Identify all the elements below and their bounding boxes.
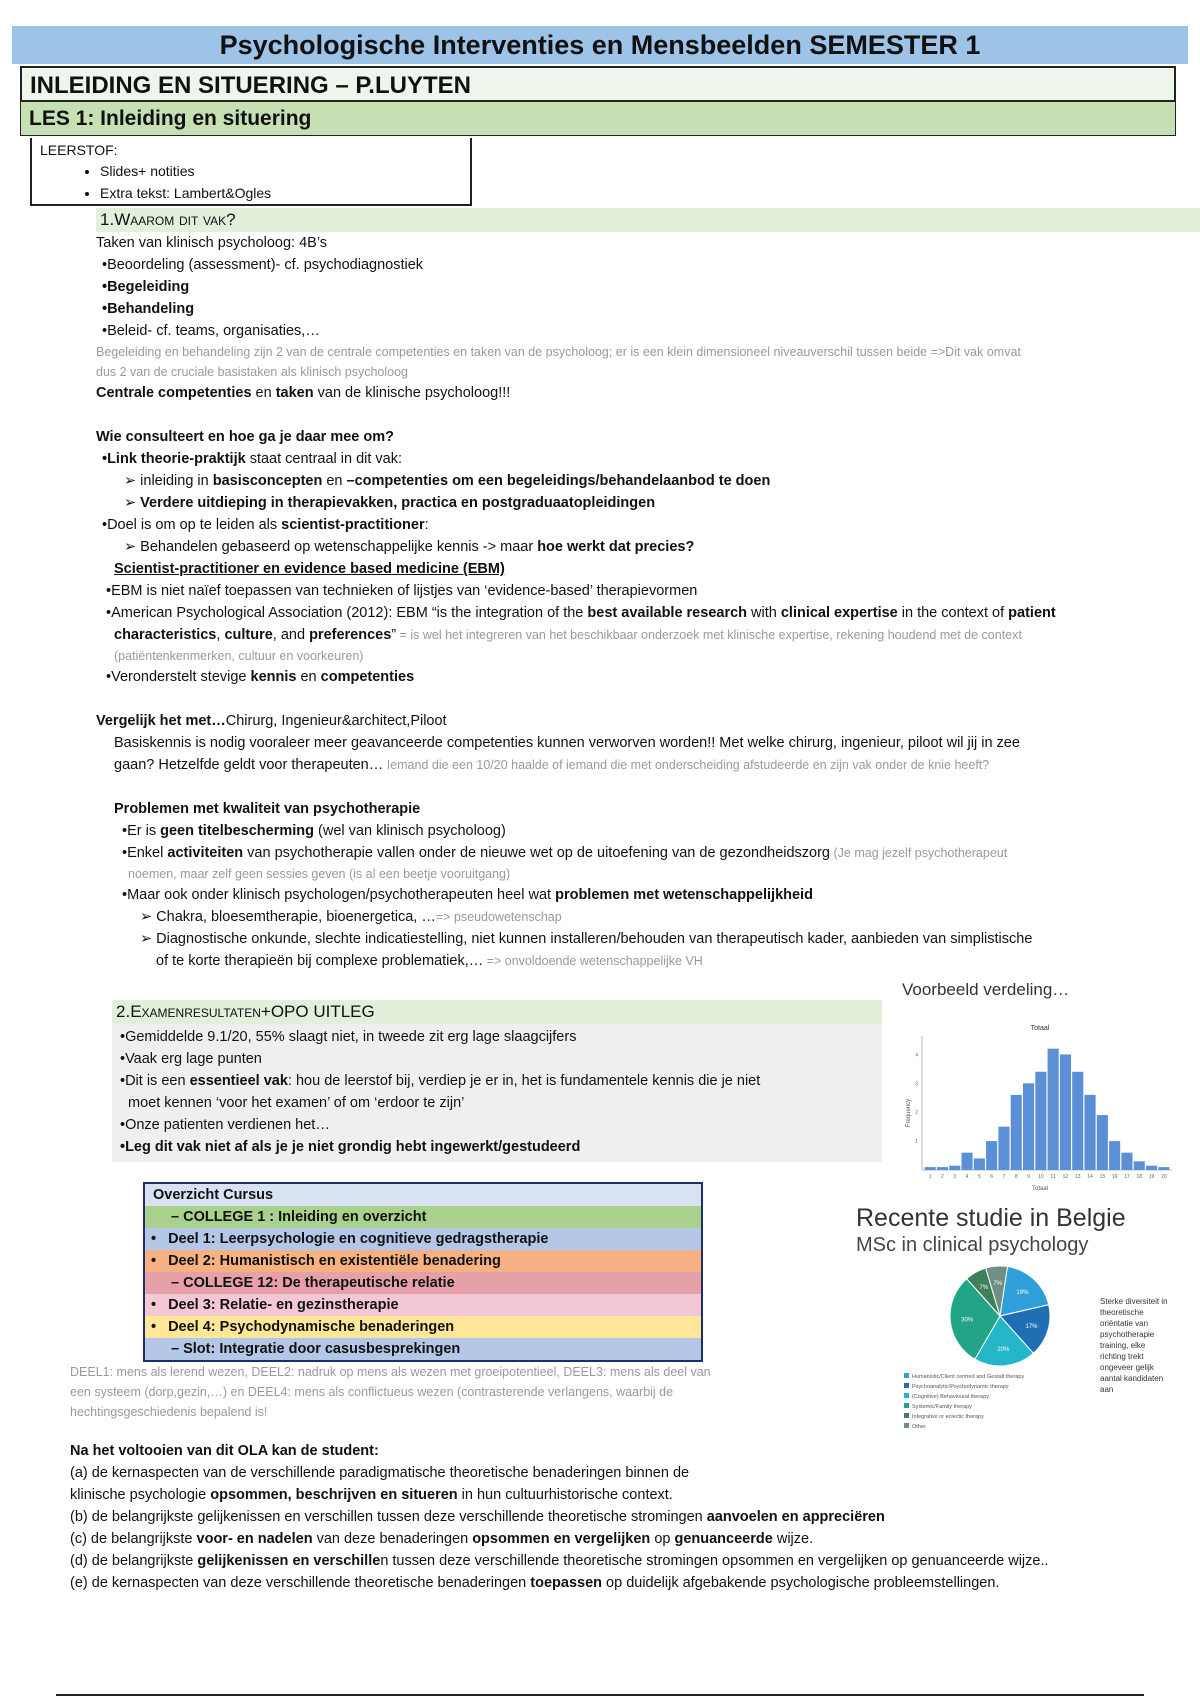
course-notes bbox=[70, 1362, 830, 1422]
pie-legend-swatch bbox=[904, 1373, 909, 1378]
histogram-xlabel: Totaal bbox=[1031, 1186, 1049, 1192]
lesson-heading: LES 1: Inleiding en situering bbox=[20, 102, 1176, 136]
ola-item: (b) de belangrijkste gelijkenissen en verschillen tussen deze verschillende theoretische stromingen aanvoelen en appreciëren bbox=[70, 1509, 885, 1525]
histogram-bar bbox=[986, 1141, 997, 1170]
section1-number: 1. bbox=[100, 210, 115, 229]
tasks-intro: Taken van klinisch psycholoog: 4B’s bbox=[96, 235, 328, 251]
histogram-x-tick: 18 bbox=[1136, 1174, 1143, 1180]
histogram-bar bbox=[1072, 1072, 1083, 1170]
assumption: •Veronderstelt stevige kennis en competenties bbox=[106, 669, 415, 685]
goal: •Doel is om op te leiden als scientist-practitioner: bbox=[102, 517, 429, 533]
problem-item: •Maar ook onder klinisch psychologen/psychotherapeuten heel wat problemen met wetenschappelijkheid bbox=[122, 887, 813, 903]
sub-item: ➢ Behandelen gebaseerd op wetenschappelijke kennis -> maar hoe werkt dat precies? bbox=[124, 539, 695, 555]
pie-legend-swatch bbox=[904, 1423, 909, 1428]
course-row: • Deel 3: Relatie- en gezinstherapie bbox=[145, 1294, 701, 1316]
histogram-bar bbox=[925, 1167, 936, 1170]
central-competences: Centrale competenties en taken van de klinische psycholoog!!! bbox=[96, 385, 511, 401]
histogram-bar bbox=[1085, 1095, 1096, 1170]
pie-legend-label: Systemic/Family therapy bbox=[912, 1404, 972, 1410]
histogram-x-tick: 9 bbox=[1027, 1174, 1030, 1180]
ola-item: (e) de kernaspecten van deze verschillende theoretische benaderingen toepassen op duidelijk afgebakende psychologische probleemstellingen. bbox=[70, 1575, 1000, 1591]
histogram-bar bbox=[1109, 1141, 1120, 1170]
histogram-bar bbox=[1121, 1153, 1132, 1170]
pie-slice-label: 7% bbox=[979, 1285, 989, 1292]
histogram-x-tick: 3 bbox=[953, 1174, 957, 1180]
document-title: Psychologische Interventies en Mensbeelden SEMESTER 1 bbox=[12, 26, 1188, 64]
course-overview bbox=[143, 1182, 703, 1362]
course-row: • Deel 1: Leerpsychologie en cognitieve gedragstherapie bbox=[145, 1228, 701, 1250]
course-row: – COLLEGE 1 : Inleiding en overzicht bbox=[145, 1206, 701, 1228]
pie-slice-label: 19% bbox=[1016, 1289, 1029, 1296]
task-item: •Behandeling bbox=[102, 301, 195, 317]
grey-note: (patiëntenkenmerken, cultuur en voorkeuren) bbox=[114, 649, 364, 663]
histogram-bar bbox=[1146, 1166, 1157, 1170]
histogram-bar bbox=[1048, 1049, 1059, 1170]
ola-item: klinische psychologie opsommen, beschrijven en situeren in hun cultuurhistorische context. bbox=[70, 1487, 673, 1503]
ola-item: (d) de belangrijkste gelijkenissen en verschillen tussen deze verschillende theoretische stromingen opsommen en vergelijken op genuanceerde wijze.. bbox=[70, 1553, 1049, 1569]
pie-legend-label: Psychoanalytic/Psychodynamic therapy bbox=[912, 1384, 1009, 1390]
histogram-x-tick: 5 bbox=[977, 1174, 981, 1180]
histogram-chart bbox=[900, 1018, 1180, 1193]
histogram-bar bbox=[1011, 1095, 1022, 1170]
pie-legend-swatch bbox=[904, 1403, 909, 1408]
histogram-bar bbox=[974, 1158, 985, 1170]
histogram-x-tick: 13 bbox=[1074, 1174, 1081, 1180]
pie-legend-swatch bbox=[904, 1413, 909, 1418]
histogram-y-tick: 1 bbox=[915, 1139, 918, 1146]
leerstof-box bbox=[30, 138, 472, 206]
histogram-x-tick: 7 bbox=[1002, 1174, 1006, 1180]
histogram-bar bbox=[1158, 1167, 1169, 1170]
pie-slice-label: 20% bbox=[997, 1346, 1010, 1353]
problem-item: •Er is geen titelbescherming (wel van klinisch psycholoog) bbox=[122, 823, 506, 839]
basis-text-cont: gaan? Hetzelfde geldt voor therapeuten… Iemand die een 10/20 haalde of iemand die met onderscheiding afstudeerde en zijn vak onder de knie heeft? bbox=[114, 757, 990, 773]
result-item: •Onze patienten verdienen het… bbox=[120, 1117, 330, 1133]
section2-heading: 2.Examenresultaten+OPO UITLEG bbox=[112, 1000, 882, 1024]
section1-heading bbox=[96, 208, 1200, 232]
histogram-bar bbox=[1097, 1115, 1108, 1170]
problems-heading: Problemen met kwaliteit van psychotherapie bbox=[114, 801, 421, 817]
exam-results-box bbox=[112, 1024, 882, 1162]
course-overview-title: Overzicht Cursus bbox=[145, 1184, 701, 1206]
chapter-heading: INLEIDING EN SITUERING – P.LUYTEN bbox=[20, 66, 1176, 102]
histogram-x-tick: 20 bbox=[1161, 1174, 1167, 1180]
pie-legend-label: Other bbox=[912, 1424, 926, 1430]
ola-item: (c) de belangrijkste voor- en nadelen van deze benaderingen opsommen en vergelijken op genuanceerde wijze. bbox=[70, 1531, 814, 1547]
basis-text: Basiskennis is nodig vooraleer meer geavanceerde competenties kunnen verworven worden!! Met welke chirurg, ingenieur, piloot wil jij in zee bbox=[114, 735, 1020, 751]
histogram-x-tick: 8 bbox=[1014, 1174, 1018, 1180]
histogram-x-tick: 15 bbox=[1099, 1174, 1106, 1180]
grey-note: dus 2 van de cruciale basistaken als klinisch psycholoog bbox=[96, 365, 408, 379]
who-question: Wie consulteert en hoe ga je daar mee om? bbox=[96, 429, 395, 445]
pie-legend-label: (Cognitive) Behavioural therapy bbox=[912, 1394, 990, 1400]
ebm-heading: Scientist-practitioner en evidence based medicine (EBM) bbox=[114, 561, 505, 577]
result-item: •Vaak erg lage punten bbox=[120, 1051, 262, 1067]
task-item: •Beoordeling (assessment)- cf. psychodiagnostiek bbox=[102, 257, 424, 273]
histogram-x-tick: 10 bbox=[1038, 1174, 1044, 1180]
grey-note: noemen, maar zelf geen sessies geven (is al een beetje vooruitgang) bbox=[128, 867, 511, 881]
grey-note: een systeem (dorp,gezin,…) en DEEL4: mens als conflictueus wezen (contrasterende verlangens, waarbij de bbox=[70, 1385, 674, 1399]
histogram-bar bbox=[998, 1127, 1009, 1170]
section2 bbox=[112, 1000, 882, 1162]
leerstof-item: • Slides+ notities bbox=[100, 160, 462, 182]
task-item: •Begeleiding bbox=[102, 279, 190, 295]
pie-legend-label: Integrative or eclectic therapy bbox=[912, 1414, 984, 1420]
histogram-bar bbox=[949, 1166, 960, 1170]
task-item: •Beleid- cf. teams, organisaties,… bbox=[102, 323, 320, 339]
sub-item: ➢ inleiding in basisconcepten en –competenties om een begeleidings/behandelaanbod te doen bbox=[124, 473, 771, 489]
grey-note: hechtingsgeschiedenis bepalend is! bbox=[70, 1405, 268, 1419]
course-row: • Deel 4: Psychodynamische benaderingen bbox=[145, 1316, 701, 1338]
compare-line: Vergelijk het met…Chirurg, Ingenieur&architect,Piloot bbox=[96, 713, 447, 729]
sub-item: ➢ Verdere uitdieping in therapievakken, practica en postgraduaatopleidingen bbox=[124, 495, 656, 511]
histogram-ylabel: Frequency bbox=[906, 1098, 912, 1128]
pie-legend-swatch bbox=[904, 1393, 909, 1398]
section1 bbox=[96, 208, 1200, 972]
course-row: – COLLEGE 12: De therapeutische relatie bbox=[145, 1272, 701, 1294]
apa-definition: •American Psychological Association (2012): EBM “is the integration of the best available research with clinical expertise in the context of patient bbox=[106, 605, 1056, 621]
grey-note: DEEL1: mens als lerend wezen, DEEL2: nadruk op mens als wezen met groeipotentieel, DEEL3: mens als deel van bbox=[70, 1365, 711, 1379]
problem-sub-cont: of te korte therapieën bij complexe problematiek,… => onvoldoende wetenschappelijke VH bbox=[156, 953, 703, 969]
histogram-x-tick: 4 bbox=[965, 1174, 969, 1180]
pie-slice-label: 17% bbox=[1025, 1323, 1038, 1330]
leerstof-item: • Extra tekst: Lambert&Ogles bbox=[100, 182, 462, 204]
histogram-bar bbox=[937, 1167, 948, 1170]
grey-note: Begeleiding en behandeling zijn 2 van de centrale competenties en taken van de psycholoog; er is een klein dimensioneel niveauverschil tussen beide =>Dit vak omvat bbox=[96, 345, 1021, 359]
problem-item: •Enkel activiteiten van psychotherapie vallen onder de nieuwe wet op de uitoefening van de gezondheidszorg (Je mag jezelf psychotherapeut bbox=[122, 845, 1008, 861]
histogram-caption: Voorbeeld verdeling… bbox=[902, 980, 1070, 999]
pie-slice-label: 7% bbox=[993, 1281, 1003, 1288]
ola-item: (a) de kernaspecten van de verschillende paradigmatische theoretische benaderingen binnen de bbox=[70, 1465, 690, 1481]
ola-goals bbox=[70, 1440, 1190, 1594]
course-row: – Slot: Integratie door casusbesprekingen bbox=[145, 1338, 701, 1360]
histogram-bar bbox=[1134, 1161, 1145, 1170]
leerstof-list bbox=[40, 160, 462, 204]
result-item: •Gemiddelde 9.1/20, 55% slaagt niet, in tweede zit erg lage slaagcijfers bbox=[120, 1029, 577, 1045]
pie-side-note: Sterke diversiteit in theoretische oriëntatie van psychotherapie training, elke richting trekt ongeveer gelijk aantal kandidaten aan bbox=[1100, 1297, 1168, 1394]
pie-legend-label: Humanistic/Client centred and Gestalt therapy bbox=[912, 1374, 1025, 1380]
histogram-x-tick: 1 bbox=[928, 1174, 932, 1180]
histogram-bar bbox=[962, 1153, 973, 1170]
histogram-bar bbox=[1035, 1072, 1046, 1170]
pie-subcaption: MSc in clinical psychology bbox=[856, 1234, 1089, 1256]
histogram-bar bbox=[1023, 1083, 1034, 1170]
bottom-rule bbox=[56, 1694, 1144, 1696]
course-row: • Deel 2: Humanistisch en existentiële benadering bbox=[145, 1250, 701, 1272]
histogram-x-tick: 14 bbox=[1087, 1174, 1093, 1180]
problem-sub: ➢ Chakra, bloesemtherapie, bioenergetica, …=> pseudowetenschap bbox=[140, 909, 562, 925]
problem-sub: ➢ Diagnostische onkunde, slechte indicatiestelling, niet kunnen installeren/behouden van therapeutisch kader, aanbieden van simplistische bbox=[140, 931, 1033, 947]
histogram-x-tick: 17 bbox=[1124, 1174, 1130, 1180]
pie-slice-label: 30% bbox=[961, 1317, 974, 1324]
ola-heading: Na het voltooien van dit OLA kan de student: bbox=[70, 1443, 379, 1459]
link-theory: •Link theorie-praktijk staat centraal in dit vak: bbox=[102, 451, 403, 467]
histogram-y-tick: 3 bbox=[915, 1081, 918, 1088]
apa-definition-cont: characteristics, culture, and preferences” = is wel het integreren van het beschikbaar onderzoek met klinische expertise, rekening houdend met de context bbox=[114, 627, 1022, 643]
ebm-item: •EBM is niet naïef toepassen van technieken of lijstjes van ‘evidence-based’ therapievormen bbox=[106, 583, 698, 599]
histogram-x-tick: 12 bbox=[1062, 1174, 1069, 1180]
result-item: •Dit is een essentieel vak: hou de leerstof bij, verdiep je er in, het is fundamentele kennis die je niet bbox=[120, 1073, 761, 1089]
histogram-x-tick: 16 bbox=[1111, 1174, 1118, 1180]
pie-legend-swatch bbox=[904, 1383, 909, 1388]
histogram-title: Totaal bbox=[1030, 1025, 1050, 1032]
histogram-x-tick: 11 bbox=[1050, 1174, 1056, 1180]
histogram-y-tick: 4 bbox=[915, 1052, 918, 1059]
histogram-bar bbox=[1060, 1054, 1071, 1170]
histogram-x-tick: 19 bbox=[1148, 1174, 1155, 1180]
result-item: •Leg dit vak niet af als je je niet grondig hebt ingewerkt/gestudeerd bbox=[120, 1139, 581, 1155]
histogram-x-tick: 2 bbox=[941, 1174, 944, 1180]
leerstof-label: LEERSTOF: bbox=[40, 142, 118, 158]
histogram-y-tick: 2 bbox=[915, 1110, 918, 1117]
section1-title: Waarom dit vak? bbox=[114, 210, 236, 229]
result-item-cont: moet kennen ‘voor het examen’ of om ‘erdoor te zijn’ bbox=[128, 1095, 465, 1111]
histogram-x-tick: 6 bbox=[990, 1174, 994, 1180]
pie-caption: Recente studie in Belgie bbox=[856, 1204, 1126, 1232]
